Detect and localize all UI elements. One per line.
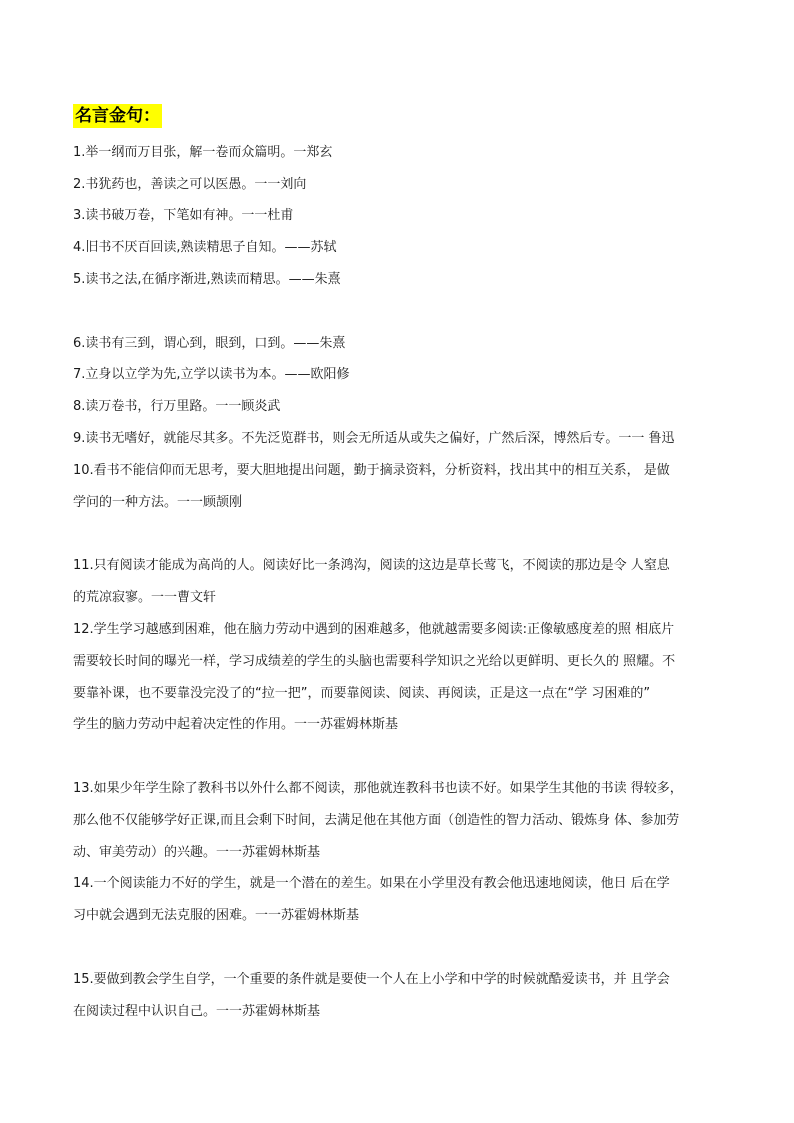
quote-line-5: 5.读书之法,在循序渐进,熟读而精思。——朱熹 bbox=[73, 272, 341, 287]
quote-line-10: 10.看书不能信仰而无思考，要大胆地提出问题，勤于摘录资料，分析资料，找出其中的相互关系， 是做 bbox=[73, 463, 670, 478]
quote-line-12-cont-1: 需要较长时间的曝光一样，学习成绩差的学生的头脑也需要科学知识之光给以更鲜明、更长久的 照耀。不 bbox=[73, 654, 676, 669]
section-heading: 名言金句： bbox=[75, 106, 160, 126]
quote-line-2: 2.书犹药也，善读之可以医愚。一一刘向 bbox=[73, 177, 307, 192]
quote-line-12: 12.学生学习越感到困难，他在脑力劳动中遇到的困难越多，他就越需要多阅读:正像敏感度差的照 相底片 bbox=[73, 622, 675, 637]
quote-line-8: 8.读万卷书，行万里路。一一顾炎武 bbox=[73, 399, 281, 414]
quote-line-6: 6.读书有三到，谓心到，眼到，口到。——朱熹 bbox=[73, 336, 346, 351]
quote-line-13: 13.如果少年学生除了教科书以外什么都不阅读，那他就连教科书也读不好。如果学生其他的书读 得较多， bbox=[73, 781, 683, 796]
quote-line-10-cont: 学问的一种方法。一一顾颉刚 bbox=[73, 495, 243, 510]
quote-line-11: 11.只有阅读才能成为高尚的人。阅读好比一条鸿沟，阅读的这边是草长莺飞，不阅读的那边是令 人窒息 bbox=[73, 558, 670, 573]
quote-line-14-cont: 习中就会遇到无法克服的困难。一一苏霍姆林斯基 bbox=[73, 908, 360, 923]
quote-line-12-cont-2: 要靠补课，也不要靠没完没了的“拉一把”，而要靠阅读、阅读、再阅读，正是这一点在“学 习困难的” bbox=[73, 686, 651, 701]
quote-line-15-cont: 在阅读过程中认识自己。一一苏霍姆林斯基 bbox=[73, 1004, 321, 1019]
quote-line-12-cont-3: 学生的脑力劳动中起着决定性的作用。一一苏霍姆林斯基 bbox=[73, 717, 399, 732]
quote-line-14: 14.一个阅读能力不好的学生，就是一个潜在的差生。如果在小学里没有教会他迅速地阅读，他日 后在学 bbox=[73, 876, 670, 891]
quote-line-13-cont-2: 动、审美劳动）的兴趣。一一苏霍姆林斯基 bbox=[73, 845, 321, 860]
quote-line-11-cont: 的荒凉寂寥。一一曹文轩 bbox=[73, 590, 217, 605]
quote-line-13-cont-1: 那么他不仅能够学好正课,而且会剩下时间，去满足他在其他方面（创造性的智力活动、锻炼身 体、参加劳 bbox=[73, 813, 680, 828]
quote-line-7: 7.立身以立学为先,立学以读书为本。——欧阳修 bbox=[73, 367, 350, 382]
quote-line-4: 4.旧书不厌百回读,熟读精思子自知。——苏轼 bbox=[73, 240, 337, 255]
quote-line-3: 3.读书破万卷，下笔如有神。一一杜甫 bbox=[73, 208, 294, 223]
quote-line-15: 15.要做到教会学生自学，一个重要的条件就是要使一个人在上小学和中学的时候就酷爱读书，并 且学会 bbox=[73, 972, 670, 987]
quote-line-1: 1.举一纲而万目张，解一卷而众篇明。一郑玄 bbox=[73, 145, 333, 160]
quote-line-9: 9.读书无嗜好，就能尽其多。不先泛览群书，则会无所适从或失之偏好，广然后深，博然后专。一一 鲁迅 bbox=[73, 431, 675, 446]
